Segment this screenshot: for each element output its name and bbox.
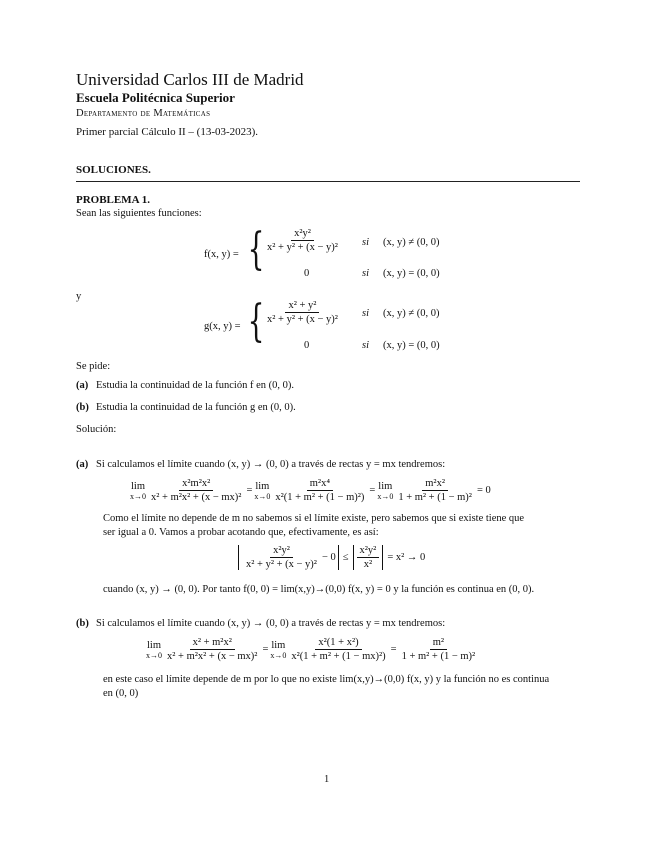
b-eq-1: = <box>262 644 269 655</box>
g-brace: { <box>247 296 265 347</box>
a-frac1-den: x² + m²x² + (x − mx)² <box>151 492 242 503</box>
ineq2-den: x² <box>363 559 373 570</box>
page-number: 1 <box>324 774 330 785</box>
sol-b-para2: en (0, 0) <box>103 688 139 699</box>
lim-1: lim <box>130 480 145 492</box>
part-a-text: Estudia la continuidad de la función f en (0, 0). <box>96 380 294 391</box>
b-eq-2: = <box>390 644 397 655</box>
ineq-den: x² + y² + (x − y)² <box>246 559 317 570</box>
a-frac1-num: x²m²x² <box>179 478 213 491</box>
lim-3: lim <box>378 480 393 492</box>
sol-a-label: (a) <box>76 459 89 470</box>
horizontal-rule <box>76 181 580 182</box>
sol-b-label: (b) <box>76 618 89 629</box>
problem-intro: Sean las siguientes funciones: <box>76 208 202 219</box>
g-cond-eq: (x, y) = (0, 0) <box>383 340 440 351</box>
y-connector: y <box>76 291 82 302</box>
sol-b-intro: Si calculamos el límite cuando (x, y) → (0, 0) a través de rectas y = mx tendremos: <box>96 618 446 629</box>
university-title: Universidad Carlos III de Madrid <box>76 70 304 89</box>
b-lim-1: lim <box>146 639 161 651</box>
g-cond-ne: (x, y) ≠ (0, 0) <box>383 308 440 319</box>
a-frac2-num: m²x⁴ <box>307 478 333 491</box>
f-label: f(x, y) = <box>204 249 239 260</box>
g-zero: 0 <box>304 340 310 351</box>
eq-1: = <box>246 485 253 496</box>
b-frac1-num: x² + m²x² <box>190 637 235 650</box>
ineq-tail: = x² → 0 <box>387 552 426 563</box>
se-pide: Se pide: <box>76 361 111 372</box>
a-frac3-den: 1 + m² + (1 − m)² <box>398 492 472 503</box>
lim-2: lim <box>255 480 270 492</box>
a-frac3-num: m²x² <box>422 478 448 491</box>
lim-1-sub: x→0 <box>130 491 146 501</box>
g-si-1: si <box>362 308 370 319</box>
sol-a-conclusion: cuando (x, y) → (0, 0). Por tanto f(0, 0) = lim(x,y)→(0,0) f(x, y) = 0 y la función es continua en (0, 0). <box>103 584 535 595</box>
sol-b-limit-equation <box>146 637 480 662</box>
f-si-2: si <box>362 268 370 279</box>
b-frac2-den: x²(1 + m² + (1 − mx)²) <box>291 651 386 662</box>
ineq-minus: − 0 <box>321 552 336 563</box>
g-denominator: x² + y² + (x − y)² <box>267 314 338 325</box>
sol-a-intro: Si calculamos el límite cuando (x, y) → (0, 0) a través de rectas y = mx tendremos: <box>96 459 446 470</box>
problem-title: PROBLEMA 1. <box>76 194 150 206</box>
b-lim-1-sub: x→0 <box>146 650 162 660</box>
b-frac1-den: x² + m²x² + (x − mx)² <box>167 651 258 662</box>
sol-a-limit-equation <box>130 478 491 503</box>
part-b-text: Estudia la continuidad de la función g en (0, 0). <box>96 402 296 413</box>
sol-a-inequality <box>238 545 425 570</box>
a-result: = 0 <box>476 485 491 496</box>
eq-2: = <box>369 485 376 496</box>
part-a-label: (a) <box>76 380 89 391</box>
sol-a-para2: ser igual a 0. Vamos a probar acotando que, efectivamente, es así: <box>103 527 379 538</box>
school-name: Escuela Politécnica Superior <box>76 90 235 105</box>
b-frac3-den: 1 + m² + (1 − m)² <box>401 651 476 662</box>
a-frac2-den: x²(1 + m² + (1 − m)²) <box>275 492 365 503</box>
b-lim-2: lim <box>271 639 286 651</box>
f-denominator: x² + y² + (x − y)² <box>267 242 338 253</box>
solutions-heading: SOLUCIONES. <box>76 164 151 176</box>
department-name: Departamento de Matemáticas <box>76 108 211 119</box>
leq-sign: ≤ <box>342 552 349 563</box>
b-lim-2-sub: x→0 <box>270 650 287 660</box>
b-frac2-num: x²(1 + x²) <box>315 637 361 650</box>
ineq2-num: x²y² <box>357 545 380 558</box>
lim-2-sub: x→0 <box>254 491 271 501</box>
f-cond-eq: (x, y) = (0, 0) <box>383 268 440 279</box>
abs-2 <box>353 545 384 570</box>
f-brace: { <box>247 224 265 275</box>
ineq-num: x²y² <box>270 545 293 558</box>
part-b-label: (b) <box>76 402 89 413</box>
f-zero: 0 <box>304 268 310 279</box>
sol-a-para1: Como el límite no depende de m no sabemos si el límite existe, pero sabemos que si existe tiene que <box>103 513 525 524</box>
g-si-2: si <box>362 340 370 351</box>
f-si-1: si <box>362 237 370 248</box>
lim-3-sub: x→0 <box>377 491 394 501</box>
f-numerator: x²y² <box>291 228 314 241</box>
abs-1 <box>238 545 339 570</box>
b-frac3-num: m² <box>430 637 447 650</box>
sol-b-para1: en este caso el límite depende de m por lo que no existe lim(x,y)→(0,0) f(x, y) y la función no es continua <box>103 674 550 685</box>
solucion-label: Solución: <box>76 424 117 435</box>
g-label: g(x, y) = <box>204 321 241 332</box>
g-numerator: x² + y² <box>285 300 319 313</box>
f-fraction <box>262 228 343 253</box>
g-fraction <box>262 300 343 325</box>
exam-title: Primer parcial Cálculo II – (13-03-2023). <box>76 126 259 138</box>
f-cond-ne: (x, y) ≠ (0, 0) <box>383 237 440 248</box>
